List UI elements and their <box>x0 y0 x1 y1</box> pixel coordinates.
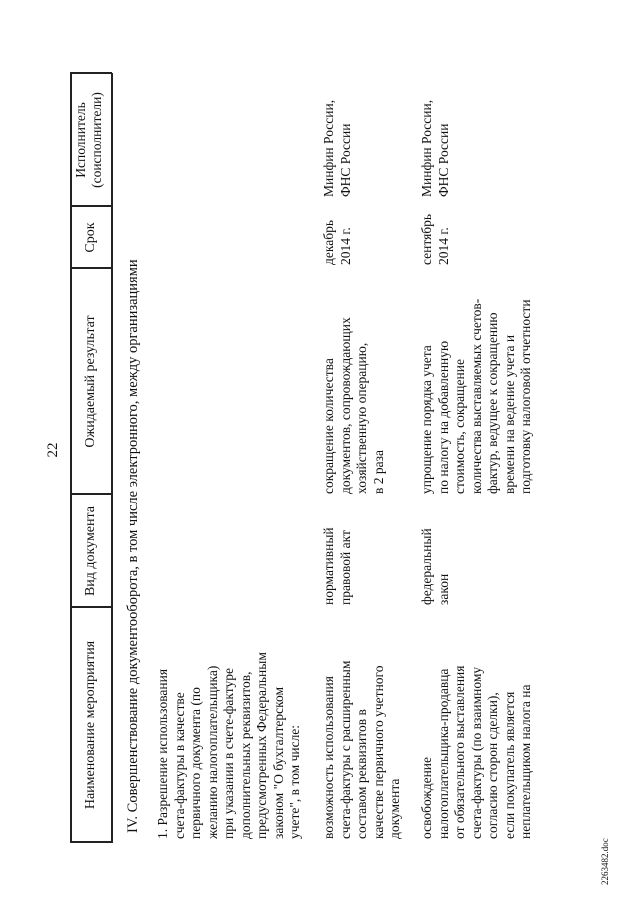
col-divider-1 <box>70 607 112 609</box>
header-doc-type: Вид документа <box>83 505 98 597</box>
table-header-bottom-border <box>111 73 113 843</box>
row-3-name: освобождение налогоплательщика-продавца от обязательного выставления счета-фактуры (по взаимному согласию сторон сделки), если покупатель является неплательщиком налога на <box>419 665 533 839</box>
table-right-border <box>70 73 112 75</box>
row-3-term: сентябрь 2014 г. <box>419 213 451 265</box>
col-divider-4 <box>70 206 112 208</box>
row-2-result: сокращение количества документов, сопровождающих хозяйственную операцию, в 2 раза <box>321 317 386 494</box>
header-term: Срок <box>83 222 98 253</box>
file-name: 2263482.doc <box>600 838 610 885</box>
row-2-doc-type: нормативный правовой акт <box>321 527 353 605</box>
header-executor: Исполнитель (соисполнители) <box>73 92 104 188</box>
col-divider-3 <box>70 268 112 270</box>
header-name: Наименование мероприятия <box>83 640 98 810</box>
row-1-name: 1. Разрешение использования счета-фактуры в качестве первичного документа (по желанию налогоплательщика) при указании в счете-фактуре дополнительных реквизитов, предусмотренных Федеральным законом "О бухгалтерском учете", в том числе: <box>155 652 302 839</box>
row-2-name: возможность использования счета-фактуры с расширенным составом реквизитов в качестве первичного учетного документа <box>321 660 402 839</box>
row-2-executor: Минфин России, ФНС России <box>321 99 353 197</box>
table-top-border <box>70 73 72 843</box>
header-result: Ожидаемый результат <box>83 315 98 448</box>
row-2-term: декабрь 2014 г. <box>321 220 353 265</box>
col-divider-2 <box>70 494 112 496</box>
page-number: 22 <box>45 442 61 458</box>
row-3-doc-type: федеральный закон <box>419 528 451 605</box>
row-3-result: упрощение порядка учета по налогу на добавленную стоимость, сокращение количества выставляемых счетов- фактур, ведущее к сокращению времени на ведение учета и подготовку налоговой отчетности <box>419 298 533 494</box>
section-title: IV. Совершенствование документооборота, в том числе электронного, между организациями <box>125 259 141 833</box>
table-left-border <box>70 842 112 844</box>
row-3-executor: Минфин России, ФНС России <box>419 99 451 197</box>
